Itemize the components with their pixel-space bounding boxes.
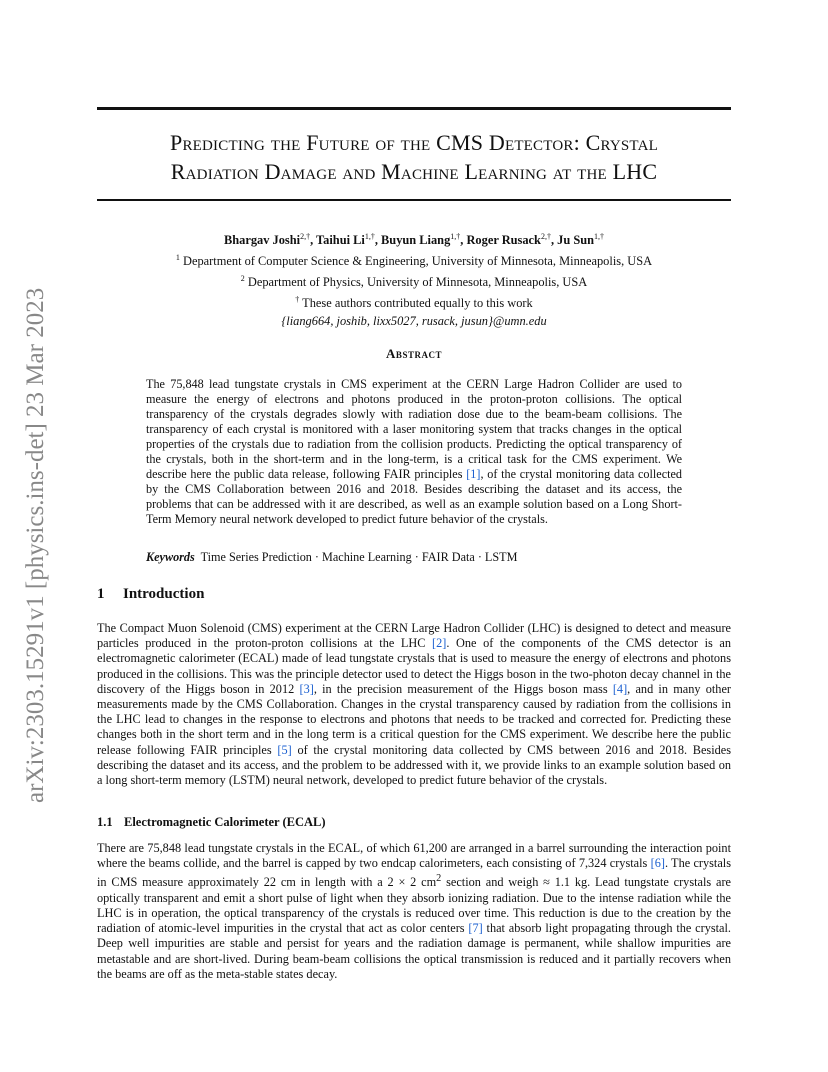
paragraph-text: . One of the components of the CMS detector is an electromagnetic calorimeter (ECAL) made of lead tungstate crystals that is used to measure the energy of electrons and photons produced in the collisions. This was the principle detector used to detect the Higgs boson in the two-photon decay channel in the discovery of the Higgs boson in 2012 [97, 636, 731, 696]
abstract-text [146, 377, 682, 527]
paragraph-text: , in the precision measurement of the Higgs boson mass [313, 681, 613, 696]
paragraph-text: of the crystal monitoring data collected by CMS between 2016 and 2018. Besides describing the dataset and its access, and the problem to be addressed with it, we provide links to an example solution based on a long short-term memory (LSTM) neural network, developed to predict future behavior of the crystals. [97, 742, 732, 788]
affiliation-mark: † [295, 295, 300, 305]
author-list: Bhargav Joshi$^{2,\dagger}$, Taihui $Li^{1,\dagger}$, Buyun Liang$^{1,\dagger}$, Roger Rusack$^{2,\dagger}$, Ju Sun$^{1,\dagger}$ [223, 232, 605, 248]
author-marks: 1,† [594, 232, 605, 241]
keywords-label: Keywords [146, 550, 195, 564]
citation-link[interactable]: [2] [432, 636, 447, 651]
affiliation-text: These authors contributed equally to this work [302, 296, 533, 311]
affiliation [97, 291, 731, 312]
affiliation-mark: 2 [240, 274, 245, 284]
section-title: Introduction [123, 586, 205, 602]
citation-link[interactable]: [4] [612, 681, 628, 696]
citation-link[interactable]: [1] [466, 467, 481, 481]
author-marks: 1,† [364, 232, 375, 241]
author-name: Taihui Li [316, 233, 365, 248]
paragraph-text: , and in many other measurements made by the CMS Collaboration. Changes in the crystal transparency caused by radiation from the collisions in the LHC lead to changes in the response to electrons and photons that needs to be tracked and corrected for. Predicting these changes both in the short term and in the long term is a critical question for the CMS experiment. We describe here the public release following FAIR principles [97, 681, 731, 757]
title-top-rule [97, 107, 731, 110]
section-number: 1 [97, 586, 105, 602]
title-line-2: Radiation Damage and Machine Learning at the LHC [170, 159, 658, 184]
affiliation-mark: 1 [175, 253, 180, 263]
paragraph-text: . The crystals in CMS measure approximately 22 cm in length with a 2 × 2 cm [97, 856, 732, 890]
author-marks: 2,† [540, 232, 551, 241]
title-bottom-rule [97, 199, 731, 201]
ecal-paragraph [97, 841, 731, 982]
author-marks: 1,† [450, 232, 461, 241]
citation-link[interactable]: [7] [468, 921, 483, 936]
paragraph-text: There are 75,848 lead tungstate crystals in the ECAL, of which 61,200 are arranged in a barrel surrounding the interaction point where the beams collide, and the barrel is capped by two endcap calorimeters, each consisting of 7,324 crystals [97, 841, 731, 871]
abstract-text-part: , of the crystal monitoring data collected by the CMS Collaboration between 2016 and 2018. Besides describing the dataset and its access, the problems that can be addressed with it are described, as well as an example solution based on a Long Short-Term Memory neural network developed to predict future behavior of the crystals. [146, 467, 682, 526]
introduction-paragraph [97, 621, 731, 788]
subsection-number: 1.1 [97, 815, 113, 829]
author-name: Roger Rusack [466, 233, 541, 248]
author-name: Bhargav Joshi [223, 233, 301, 248]
abstract-heading: Abstract [386, 346, 442, 361]
author-name: Ju Sun [557, 233, 595, 248]
citation-link[interactable]: [5] [277, 742, 292, 757]
affiliation [97, 270, 731, 291]
author-marks: 2,† [300, 232, 311, 241]
author-block [97, 228, 731, 330]
author-emails: {liang664, joshib, lixx5027, rusack, jusun}@umn.edu [281, 313, 547, 328]
paragraph-text: section and weigh ≈ 1.1 kg. Lead tungstate crystals are optically transparent and emit a short pulse of light when they absorb ionizing radiation. Due to the intense radiation while the LHC is in operation, the optical transparency of the crystals is reduced over time. This reduction is due to the creation by the radiation of atomic-level impurities in the crystal that act as color centers [97, 875, 731, 936]
paper-title [97, 128, 731, 186]
paragraph-text: The Compact Muon Solenoid (CMS) experiment at the CERN Large Hadron Collider (LHC) is designed to detect and measure particles produced in the proton-proton collisions at the LHC [97, 621, 731, 651]
keywords-text: Time Series Prediction · Machine Learning · FAIR Data · LSTM [200, 550, 518, 564]
subsection-heading [97, 815, 326, 830]
title-line-1: Predicting the Future of the CMS Detector: Crystal [170, 130, 658, 155]
abstract-text-part: The 75,848 lead tungstate crystals in CMS experiment at the CERN Large Hadron Collider are used to measure the energy of electrons and photons produced in the proton-proton collisions. The optical transparency of the crystals degrades slowly with radiation dose due to the beam-beam collisions. The transparency of each crystal is monitored with a laser monitoring system that tracks changes in the optical properties of the crystals due to radiation from the collision products. Predicting the optical transparency of the crystals, both in the short-term and in the long-term, is a critical task for the CMS experiment. We describe here the public data release, following FAIR principles [146, 377, 682, 481]
citation-link[interactable]: [6] [650, 856, 665, 871]
citation-link[interactable]: [3] [299, 681, 314, 696]
author-name: Buyun Liang [381, 233, 451, 248]
paragraph-text: that absorb light propagating through the crystal. Deep well impurities are stable and persist for years and the radiation damage is permanent, while shallow impurities are metastable and are short-lived. During beam-beam collisions the optical transmission is reduced and it partially recovers when the beams are off as the meta-stable states decay. [97, 921, 731, 981]
section-heading [97, 586, 204, 603]
subsection-title: Electromagnetic Calorimeter (ECAL) [124, 815, 326, 829]
arxiv-identifier: arXiv:2303.15291v1 [physics.ins-det] 23 Mar 2023 [22, 287, 49, 803]
superscript: 2 [436, 873, 442, 885]
keywords [146, 550, 682, 565]
affiliation-text: Department of Physics, University of Minnesota, Minneapolis, USA [247, 275, 588, 290]
affiliation [97, 249, 731, 270]
affiliation-text: Department of Computer Science & Engineering, University of Minnesota, Minneapolis, USA [183, 254, 653, 269]
